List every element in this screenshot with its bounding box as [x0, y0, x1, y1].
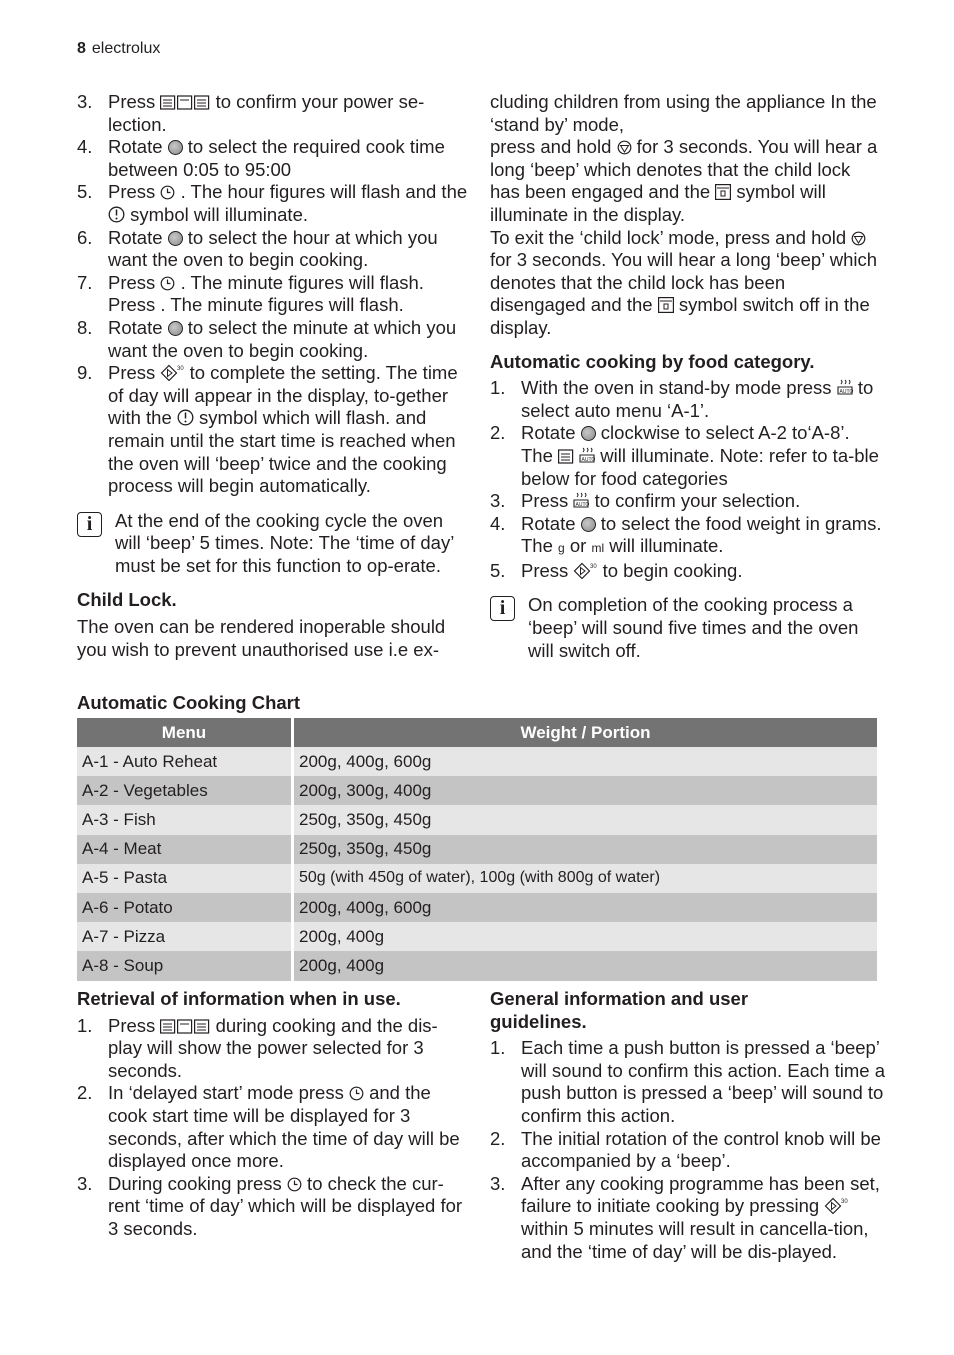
- list-item: [77, 1082, 469, 1172]
- para-text: press and hold: [490, 136, 617, 158]
- step-text: After any cooking programme has been set, failure to initiate cooking by pressing: [521, 1172, 880, 1217]
- table-row: [77, 776, 877, 805]
- bottom-left-column: [77, 988, 469, 1241]
- step-text: Press: [108, 271, 161, 293]
- step-text: to select the minute at which you want the oven to begin cooking.: [108, 316, 457, 361]
- child-lock-icon: [658, 297, 674, 313]
- step-number: 2.: [77, 1082, 93, 1104]
- menu-cell: A-6 - Potato: [77, 893, 293, 922]
- control-knob-icon: [168, 140, 183, 155]
- list-item: [490, 1173, 886, 1263]
- clock-icon: [287, 1177, 302, 1192]
- control-knob-icon: [168, 231, 183, 246]
- list-item: [77, 1173, 469, 1241]
- microwave-power-icon: [558, 449, 574, 464]
- step-text: In ‘delayed start’ mode press: [108, 1082, 349, 1104]
- brand-name: electrolux: [91, 40, 161, 57]
- step-text: to select the required cook time between 0:05 to 95:00: [108, 136, 445, 180]
- step-text: Press: [108, 91, 161, 112]
- step-number: 1.: [77, 1014, 93, 1036]
- step-text: to select the food weight in grams. The: [521, 512, 882, 557]
- list-item: [490, 513, 882, 560]
- svg-text:30: 30: [177, 366, 185, 373]
- chart-title: Automatic Cooking Chart: [77, 692, 301, 713]
- step-number: 9.: [77, 362, 93, 384]
- microwave-power-icon: [160, 95, 210, 110]
- paragraph: [490, 136, 882, 226]
- table-row: [77, 922, 877, 951]
- step-text: During cooking press: [108, 1172, 287, 1194]
- step-text: to complete the setting. The time of day will appear in the display, to-gether with the: [108, 362, 458, 429]
- menu-cell: A-3 - Fish: [77, 805, 293, 834]
- list-item: [490, 422, 882, 490]
- step-number: 3.: [77, 91, 93, 112]
- step-text: . The hour figures will flash and the: [175, 181, 468, 203]
- step-text: Rotate: [108, 226, 168, 248]
- clock-icon: [160, 185, 175, 200]
- child-lock-icon: [715, 184, 731, 200]
- step-text: to confirm your selection.: [589, 490, 801, 512]
- list-item: [77, 181, 469, 226]
- info-note: [490, 594, 882, 662]
- table-row: [77, 835, 877, 864]
- step-text: clockwise to select A-2 to‘A-8’. The: [521, 422, 850, 466]
- step-text: symbol will illuminate.: [125, 203, 308, 225]
- paragraph: The oven can be rendered inoperable should you wish to prevent unauthorised use i.e ex-: [77, 616, 446, 660]
- note-text: On completion of the cooking process a ‘beep’ will sound five times and the oven will switch off.: [528, 594, 859, 661]
- step-text: Rotate: [108, 136, 168, 158]
- para-text: symbol will illuminate in the display.: [490, 181, 826, 225]
- section-heading: Child Lock.: [77, 589, 177, 611]
- step-text: Rotate: [521, 422, 581, 444]
- step-number: 7.: [77, 271, 93, 293]
- section-heading: General information and user guidelines.: [490, 988, 749, 1032]
- step-text: will illuminate.: [604, 535, 724, 557]
- note-text: At the end of the cooking cycle the oven will ‘beep’ 5 times. Note: The ‘time of day’ must be set for this function to op-erate.: [115, 509, 454, 576]
- microwave-power-icon: [160, 1019, 210, 1034]
- list-item: [490, 490, 882, 513]
- list-item: [77, 1015, 469, 1083]
- step-text: Press: [521, 490, 574, 512]
- step-text: during cooking and the dis-play will show the power selected for 3 seconds.: [108, 1014, 438, 1081]
- step-text: Each time a push button is pressed a ‘beep’ will sound to confirm this action. Each time a push button is pressed a ‘beep’ will sound to confirm this action.: [521, 1037, 885, 1126]
- step-number: 4.: [77, 136, 93, 158]
- weight-cell: 250g, 350g, 450g: [293, 835, 878, 864]
- control-knob-icon: [581, 426, 596, 441]
- step-text: within 5 minutes will result in cancella-tion, and the ‘time of day’ will be dis-played.: [521, 1217, 869, 1262]
- step-text: will illuminate. Note: refer to ta-ble below for food categories: [521, 444, 879, 489]
- list-item: [77, 317, 469, 362]
- step-number: 8.: [77, 316, 93, 338]
- svg-text:30: 30: [841, 1199, 849, 1206]
- step-text: Rotate: [108, 316, 168, 338]
- list-item: [77, 136, 469, 181]
- start-30s-icon: [160, 364, 184, 381]
- step-number: 4.: [490, 512, 506, 534]
- page-header: [77, 40, 160, 58]
- svg-text:AUTO: AUTO: [581, 456, 596, 463]
- gram-indicator: g: [558, 541, 565, 556]
- step-number: 6.: [77, 226, 93, 248]
- step-text: . The minute figures will flash. Press . The minute figures will flash.: [108, 271, 424, 316]
- step-number: 1.: [490, 1037, 506, 1059]
- list-item: [77, 272, 469, 317]
- list-item: [77, 227, 469, 272]
- step-text: to confirm your power se-lection.: [108, 91, 425, 135]
- child-lock-key-icon: [851, 231, 866, 246]
- step-number: 3.: [490, 1172, 506, 1194]
- step-text: With the oven in stand-by mode press: [521, 377, 837, 399]
- step-text: Press: [521, 559, 574, 581]
- menu-cell: A-2 - Vegetables: [77, 776, 293, 805]
- step-number: 2.: [490, 1127, 506, 1149]
- info-note: [77, 510, 469, 578]
- weight-cell: 50g (with 450g of water), 100g (with 800g of water): [293, 864, 878, 893]
- list-item: [490, 377, 882, 422]
- automatic-cooking-chart: [77, 718, 877, 981]
- list-item: [490, 1128, 886, 1173]
- timer-symbol-icon: [108, 206, 125, 223]
- section-heading: Automatic cooking by food category.: [490, 350, 815, 372]
- list-item: [77, 362, 469, 498]
- bottom-right-column: [490, 988, 886, 1263]
- para-text: symbol switch off in the display.: [490, 294, 870, 338]
- para-text: for 3 seconds. You will hear a long ‘beep’ which denotes that the child lock has been disengaged and the: [490, 249, 878, 316]
- menu-cell: A-5 - Pasta: [77, 864, 293, 893]
- svg-text:AUTO: AUTO: [575, 502, 590, 509]
- info-icon: i: [77, 512, 102, 537]
- step-text: or: [564, 535, 592, 557]
- menu-cell: A-7 - Pizza: [77, 922, 293, 951]
- menu-cell: A-4 - Meat: [77, 835, 293, 864]
- weight-cell: 200g, 400g, 600g: [293, 893, 878, 922]
- step-text: to select the hour at which you want the oven to begin cooking.: [108, 226, 438, 271]
- step-text: and the cook start time will be displayed for 3 seconds, after which the time of day will be displayed once more.: [108, 1082, 460, 1172]
- auto-menu-icon: [573, 492, 589, 509]
- paragraph: cluding children from using the appliance In the ‘stand by’ mode,: [490, 91, 877, 135]
- table-row: [77, 864, 877, 893]
- ml-indicator: ml: [591, 541, 605, 556]
- step-text: Press: [108, 362, 161, 384]
- child-lock-key-icon: [617, 140, 632, 155]
- list-item: [490, 1037, 886, 1127]
- list-item: [77, 91, 469, 136]
- paragraph: [490, 227, 882, 340]
- auto-menu-icon: [579, 447, 595, 464]
- weight-cell: 200g, 400g, 600g: [293, 747, 878, 776]
- step-text: Rotate: [521, 512, 581, 534]
- control-knob-icon: [168, 321, 183, 336]
- weight-cell: 250g, 350g, 450g: [293, 805, 878, 834]
- menu-cell: A-1 - Auto Reheat: [77, 747, 293, 776]
- svg-text:AUTO: AUTO: [839, 389, 853, 396]
- menu-cell: A-8 - Soup: [77, 951, 293, 980]
- right-column: [490, 91, 882, 662]
- auto-menu-icon: [837, 379, 853, 396]
- start-30s-icon: [824, 1197, 848, 1214]
- step-number: 3.: [77, 1172, 93, 1194]
- weight-cell: 200g, 400g: [293, 922, 878, 951]
- start-30s-icon: [573, 562, 597, 579]
- table-row: [77, 805, 877, 834]
- table-row: [77, 951, 877, 980]
- step-text: Press: [108, 1014, 161, 1036]
- step-text: to begin cooking.: [597, 559, 743, 581]
- step-text: Press: [108, 181, 161, 203]
- column-header: Menu: [77, 718, 293, 747]
- clock-icon: [349, 1086, 364, 1101]
- list-item: [490, 560, 882, 583]
- step-number: 2.: [490, 422, 506, 444]
- info-icon: i: [490, 596, 515, 621]
- step-number: 5.: [490, 559, 506, 581]
- control-knob-icon: [581, 517, 596, 532]
- page-number: 8: [77, 40, 86, 57]
- clock-icon: [160, 276, 175, 291]
- weight-cell: 200g, 400g: [293, 951, 878, 980]
- step-text: The initial rotation of the control knob will be accompanied by a ‘beep’.: [521, 1127, 881, 1172]
- section-heading: Retrieval of information when in use.: [77, 988, 401, 1009]
- step-number: 5.: [77, 181, 93, 203]
- para-text: for 3 seconds. You will hear a long ‘beep’ which denotes that the child lock has been engaged and the: [490, 136, 878, 203]
- left-column: [77, 91, 469, 661]
- table-row: [77, 893, 877, 922]
- weight-cell: 200g, 300g, 400g: [293, 776, 878, 805]
- para-text: To exit the ‘child lock’ mode, press and hold: [490, 226, 852, 248]
- step-text: to select auto menu ‘A-1’.: [521, 377, 874, 421]
- timer-symbol-icon: [177, 409, 194, 426]
- step-number: 3.: [490, 490, 506, 512]
- svg-text:30: 30: [590, 563, 598, 570]
- step-text: to check the cur-rent ‘time of day’ which will be displayed for 3 seconds.: [108, 1172, 463, 1239]
- table-row: [77, 747, 877, 776]
- step-number: 1.: [490, 377, 506, 399]
- step-text: symbol which will flash. and remain until the start time is reached when the oven will ‘beep’ twice and the cooking process will begin automatically.: [108, 407, 456, 497]
- column-header: Weight / Portion: [293, 718, 878, 747]
